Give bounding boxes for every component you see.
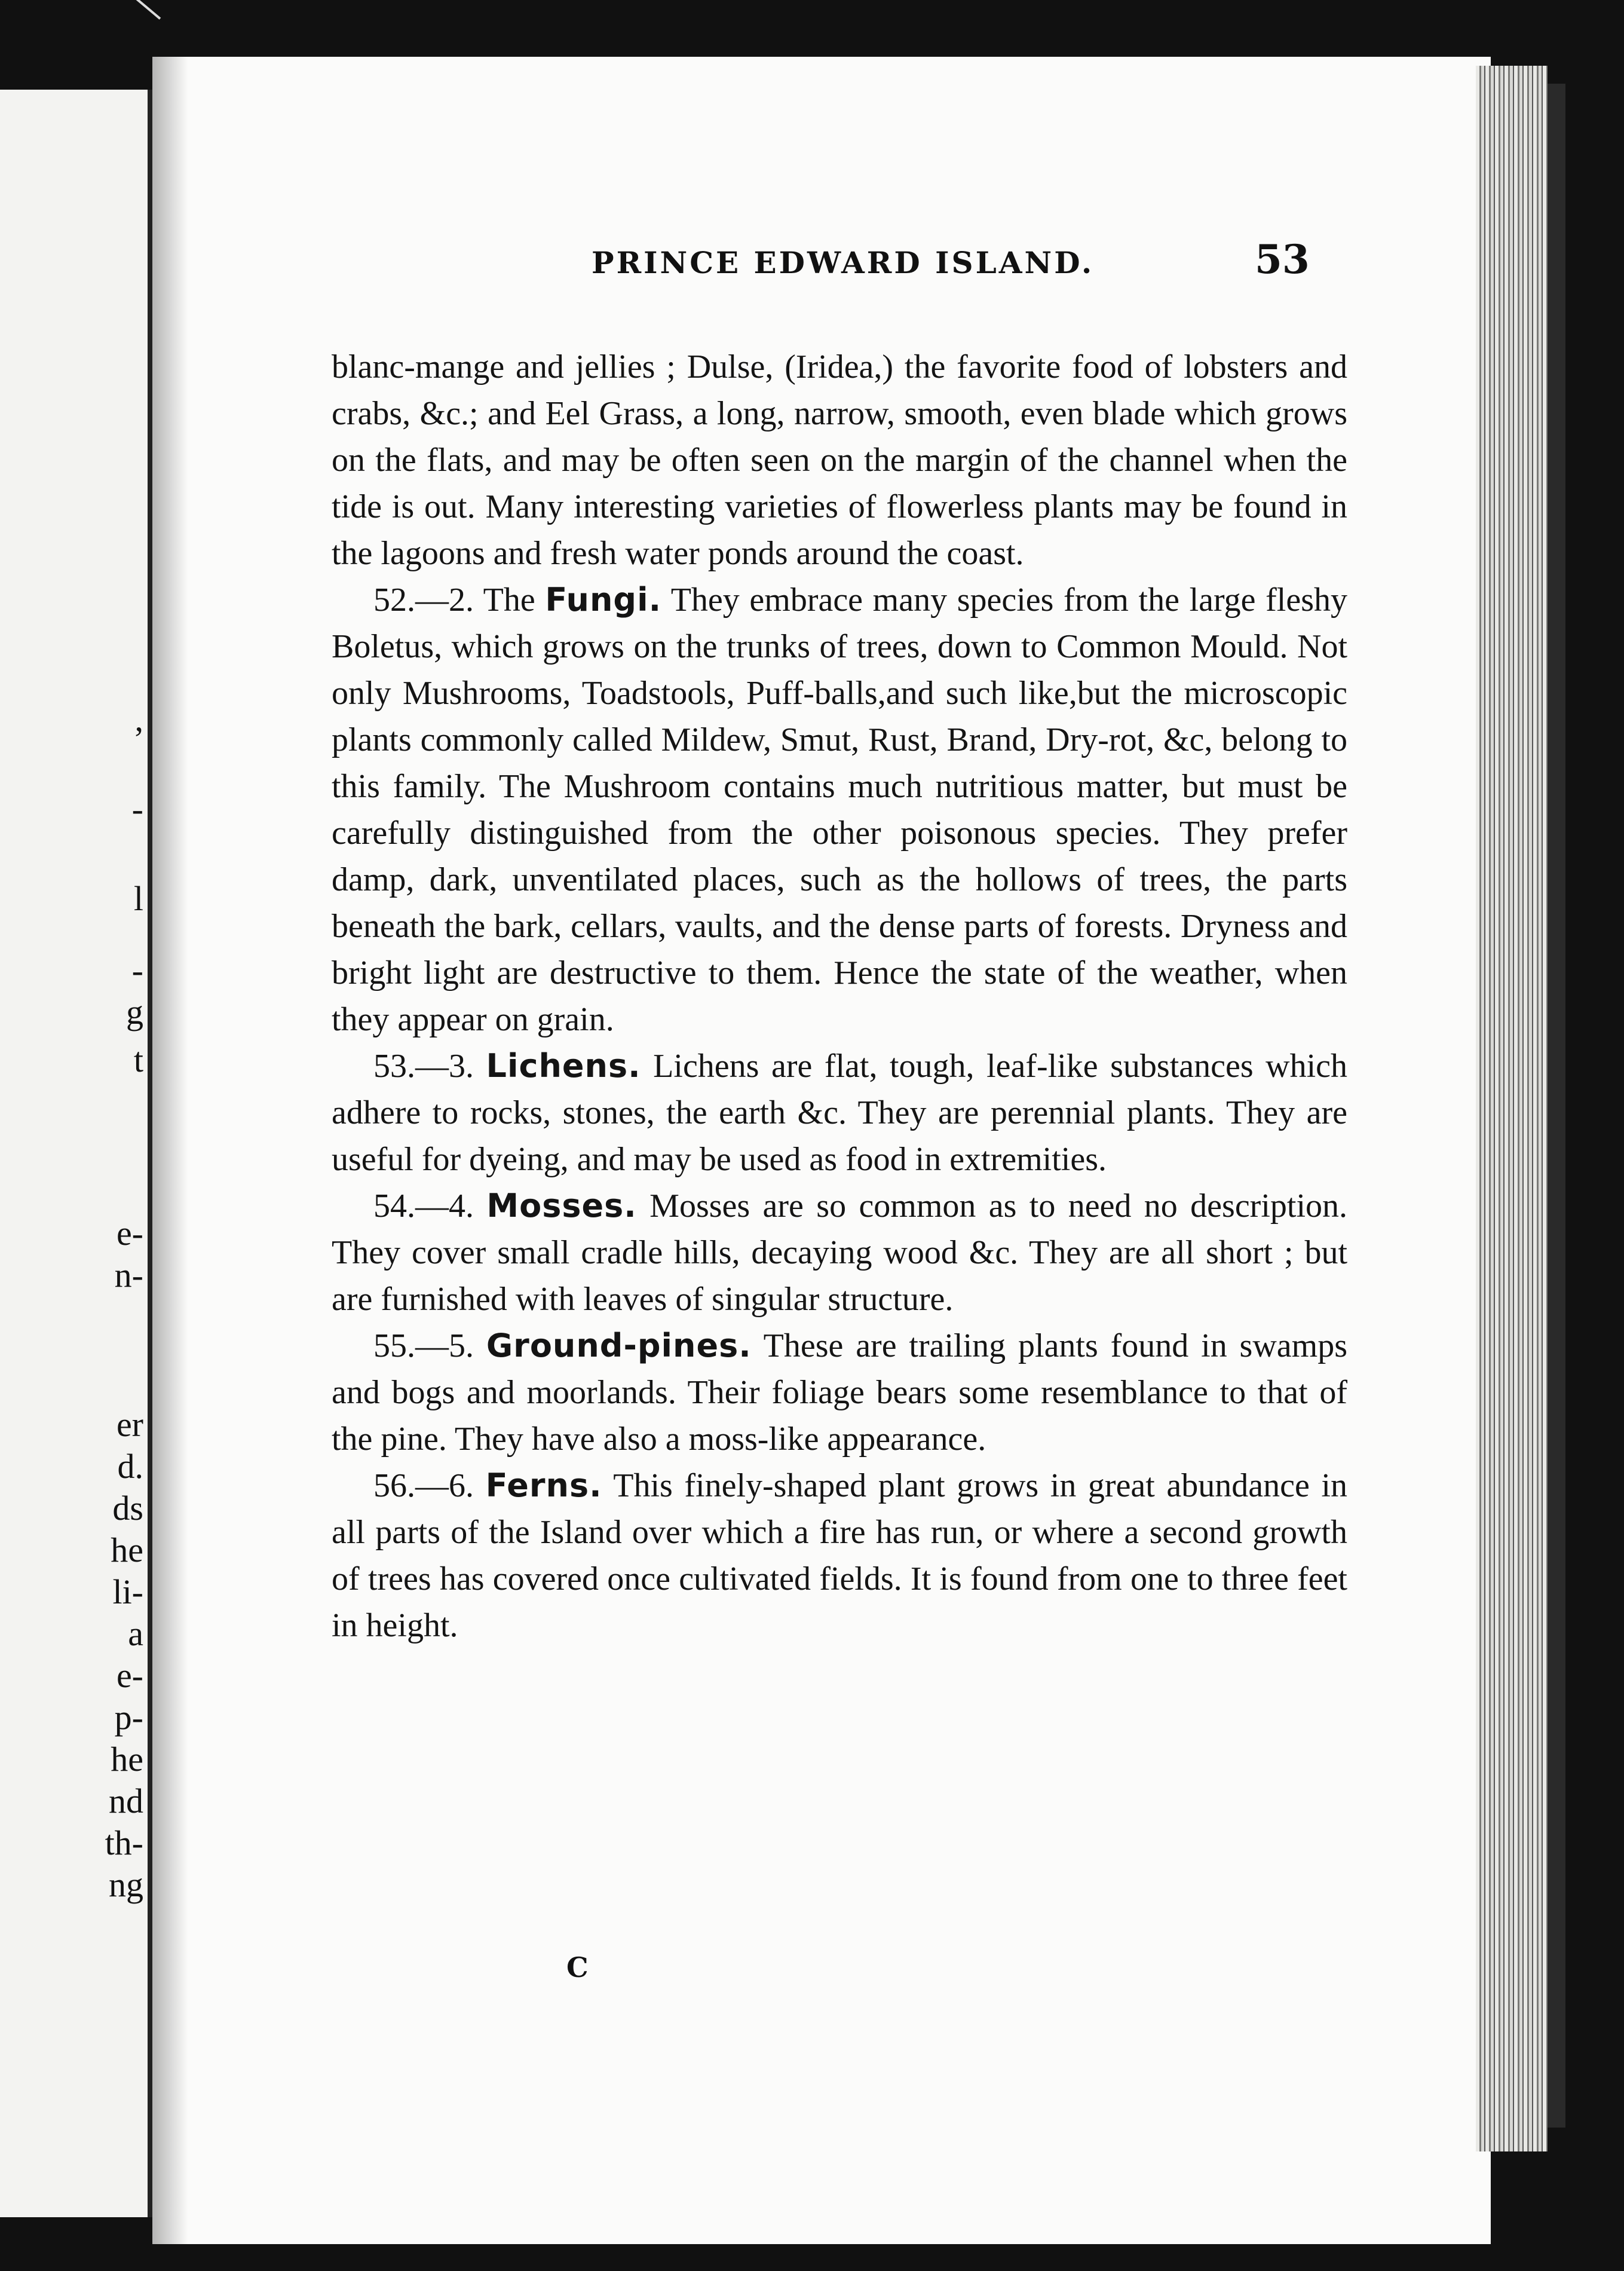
left-page-fragment: th- bbox=[105, 1823, 143, 1862]
scan-corner-mark bbox=[132, 0, 161, 20]
section-heading-mosses: Mosses. bbox=[486, 1187, 637, 1225]
left-page-edge bbox=[148, 90, 152, 2217]
left-page-fragment: a bbox=[128, 1614, 143, 1653]
left-page-fragment: e- bbox=[116, 1656, 143, 1695]
left-page-fragment: er bbox=[116, 1405, 143, 1444]
paragraph-text: Lichens are flat, tough, leaf-like substances which adhere to rocks, stones, the earth &c. They are perennial plants. They are useful for dyeing, and may be used as food in extremities. bbox=[332, 1048, 1348, 1178]
article-word: The bbox=[483, 581, 535, 619]
signature-mark: C bbox=[566, 1951, 589, 1984]
left-page-fragment: p- bbox=[114, 1698, 143, 1737]
section-number: 52.—2. bbox=[373, 581, 474, 619]
left-page bbox=[0, 90, 152, 2217]
left-page-fragment: t bbox=[133, 1040, 143, 1079]
left-page-fragment: l bbox=[133, 879, 143, 918]
paragraph-text: This finely-shaped plant grows in great abundance in all parts of the Island over which a fire has run, or where a second growth of trees has covered once cultivated fields. It is found from one to three feet in height. bbox=[332, 1467, 1347, 1644]
body-text bbox=[332, 344, 1347, 1649]
section-number: 56.—6. bbox=[373, 1467, 474, 1504]
left-page-fragment: , bbox=[134, 700, 143, 739]
left-page-fragment: nd bbox=[109, 1782, 143, 1820]
left-page-fragment: g bbox=[126, 993, 143, 1032]
page-edges-shadow bbox=[1548, 84, 1565, 2128]
section-number: 53.—3. bbox=[373, 1048, 474, 1085]
section-heading-ground-pines: Ground-pines. bbox=[486, 1327, 752, 1364]
paragraph-seaweeds: blanc-mange and jellies ; Dulse, (Iridea,) the favorite food of lobsters and crabs, &c.; and Eel Grass, a long, narrow, smooth, even blade which grows on the flats, and may be often seen on the margin of the channel when the tide is out. Many interesting varieties of flowerless plants may be found in the lagoons and fresh water ponds around the coast. bbox=[332, 348, 1347, 572]
paragraph-fungi bbox=[332, 577, 1347, 1043]
left-page-fragment: he bbox=[111, 1740, 143, 1779]
left-page-fragment: he bbox=[111, 1531, 143, 1569]
section-heading-lichens: Lichens. bbox=[486, 1047, 641, 1085]
paragraph-ground-pines bbox=[332, 1323, 1347, 1462]
page-number: 53 bbox=[1255, 236, 1310, 283]
left-page-fragment: - bbox=[131, 789, 143, 828]
left-page-fragment: d. bbox=[117, 1447, 143, 1486]
left-page-fragment: n- bbox=[114, 1256, 143, 1294]
section-heading-fungi: Fungi. bbox=[545, 581, 662, 619]
gutter-shadow bbox=[152, 57, 188, 2244]
left-page-fragment: li- bbox=[112, 1572, 143, 1611]
left-page-fragment: ds bbox=[112, 1489, 143, 1528]
page-edges bbox=[1476, 66, 1548, 2151]
paragraph-ferns bbox=[332, 1462, 1347, 1649]
running-title: PRINCE EDWARD ISLAND. bbox=[592, 245, 1095, 280]
paragraph-lichens bbox=[332, 1043, 1347, 1183]
left-page-fragment: - bbox=[131, 951, 143, 990]
left-page-fragment: e- bbox=[116, 1214, 143, 1253]
paragraph-text: Mosses are so common as to need no description. They cover small cradle hills, decaying wood &c. They are all short ; but are furnished with leaves of singular structure. bbox=[332, 1187, 1348, 1318]
section-heading-ferns: Ferns. bbox=[485, 1467, 602, 1504]
paragraph-text: These are trailing plants found in swamps and bogs and moorlands. Their foliage bears some resemblance to that of the pine. They have also a moss-like appearance. bbox=[332, 1327, 1347, 1458]
section-number: 54.—4. bbox=[373, 1187, 474, 1225]
section-number: 55.—5. bbox=[373, 1327, 474, 1364]
paragraph-text: They embrace many species from the large fleshy Boletus, which grows on the trunks of trees, down to Common Mould. Not only Mushrooms, Toadstools, Puff-balls,and such like,but the microscopic plants commonly called Mildew, Smut, Rust, Brand, Dry-rot, &c, belong to this family. The Mushroom contains much nutritious matter, but must be carefully distinguished from the other poisonous species. They prefer damp, dark, unventilated places, such as the hollows of trees, the parts beneath the bark, cellars, vaults, and the dense parts of forests. Dryness and bright light are destructive to them. Hence the state of the weather, when they appear on grain. bbox=[332, 581, 1347, 1038]
left-page-fragment: ng bbox=[109, 1865, 143, 1904]
paragraph-mosses bbox=[332, 1183, 1347, 1323]
